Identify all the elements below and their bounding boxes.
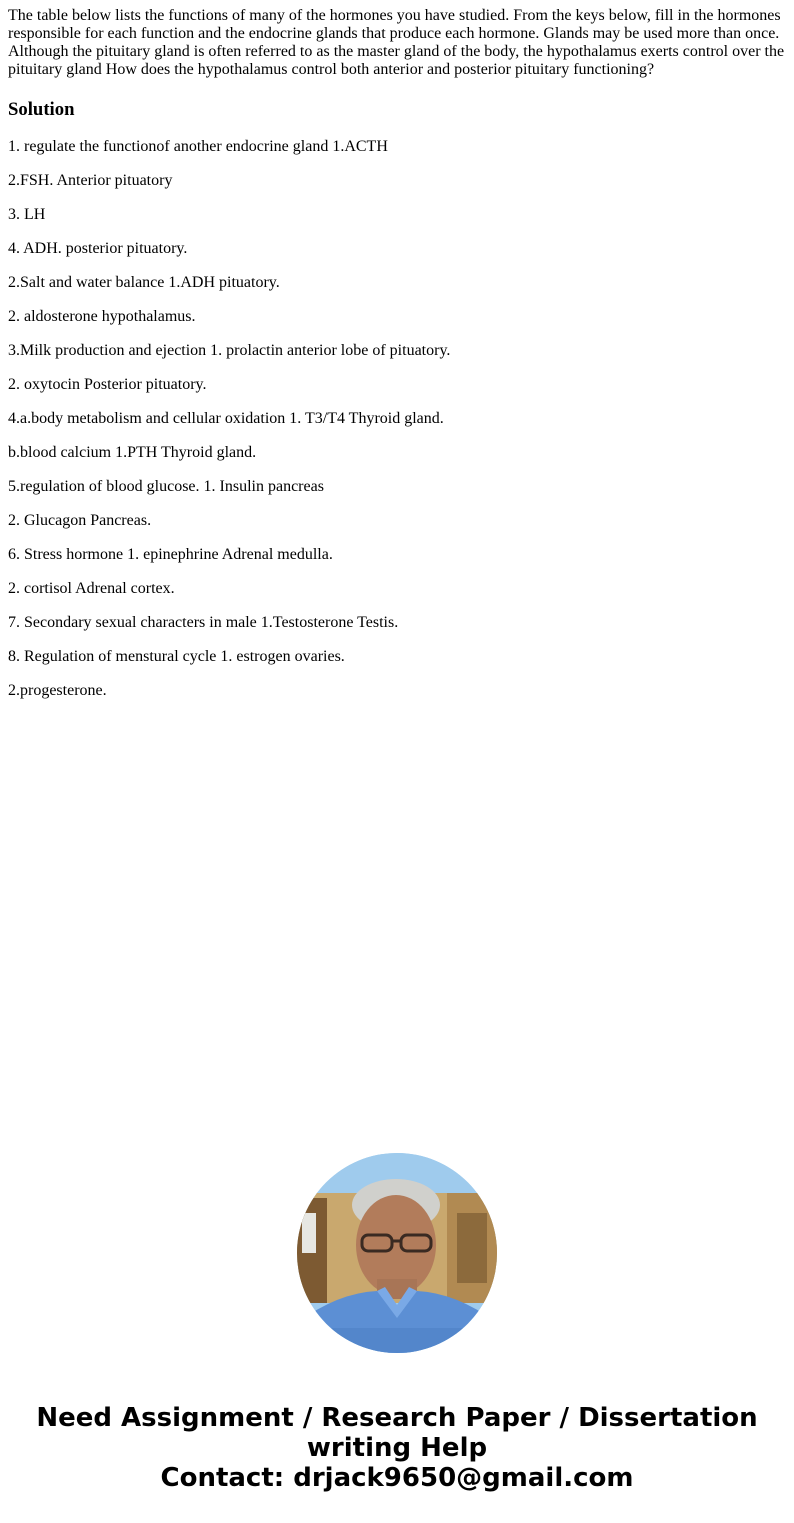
solution-answers [8, 138, 788, 716]
tutor-avatar [297, 1153, 497, 1353]
answer-line: 5.regulation of blood glucose. 1. Insulin pancreas [8, 478, 324, 495]
answer-line: 3. LH [8, 206, 46, 223]
answer-line: 2. oxytocin Posterior pituatory. [8, 376, 207, 393]
answer-line: 4. ADH. posterior pituatory. [8, 240, 188, 257]
answer-line: 2. cortisol Adrenal cortex. [8, 580, 175, 597]
person-photo-icon [297, 1153, 497, 1353]
answer-line: 2. Glucagon Pancreas. [8, 512, 152, 529]
promo-contact: Contact: drjack9650@gmail.com [160, 1463, 634, 1493]
answer-line: 8. Regulation of menstural cycle 1. estrogen ovaries. [8, 648, 345, 665]
promo-banner [0, 1403, 794, 1493]
question-text: The table below lists the functions of many of the hormones you have studied. From the keys below, fill in the hormones responsible for each function and the endocrine glands that produce each hormone. Glands may be used more than once. Although the pituitary gland is often referred to as the master gland of the body, the hypothalamus exerts control over the pituitary gland How does the hypothalamus control both anterior and posterior pituitary functioning? [8, 7, 785, 78]
answer-line: 2.progesterone. [8, 682, 107, 699]
answer-line: 4.a.body metabolism and cellular oxidation 1. T3/T4 Thyroid gland. [8, 410, 444, 427]
answer-line: 1. regulate the functionof another endocrine gland 1.ACTH [8, 138, 388, 155]
answer-line: 2. aldosterone hypothalamus. [8, 308, 196, 325]
promo-line: writing Help [306, 1433, 488, 1463]
solution-heading: Solution [8, 99, 75, 120]
answer-line: 6. Stress hormone 1. epinephrine Adrenal medulla. [8, 546, 333, 563]
answer-line: 2.FSH. Anterior pituatory [8, 172, 173, 189]
answer-line: 7. Secondary sexual characters in male 1.Testosterone Testis. [8, 614, 399, 631]
answer-line: 3.Milk production and ejection 1. prolactin anterior lobe of pituatory. [8, 342, 451, 359]
promo-line: Need Assignment / Research Paper / Dissertation [36, 1403, 758, 1433]
answer-line: b.blood calcium 1.PTH Thyroid gland. [8, 444, 257, 461]
answer-line: 2.Salt and water balance 1.ADH pituatory. [8, 274, 280, 291]
